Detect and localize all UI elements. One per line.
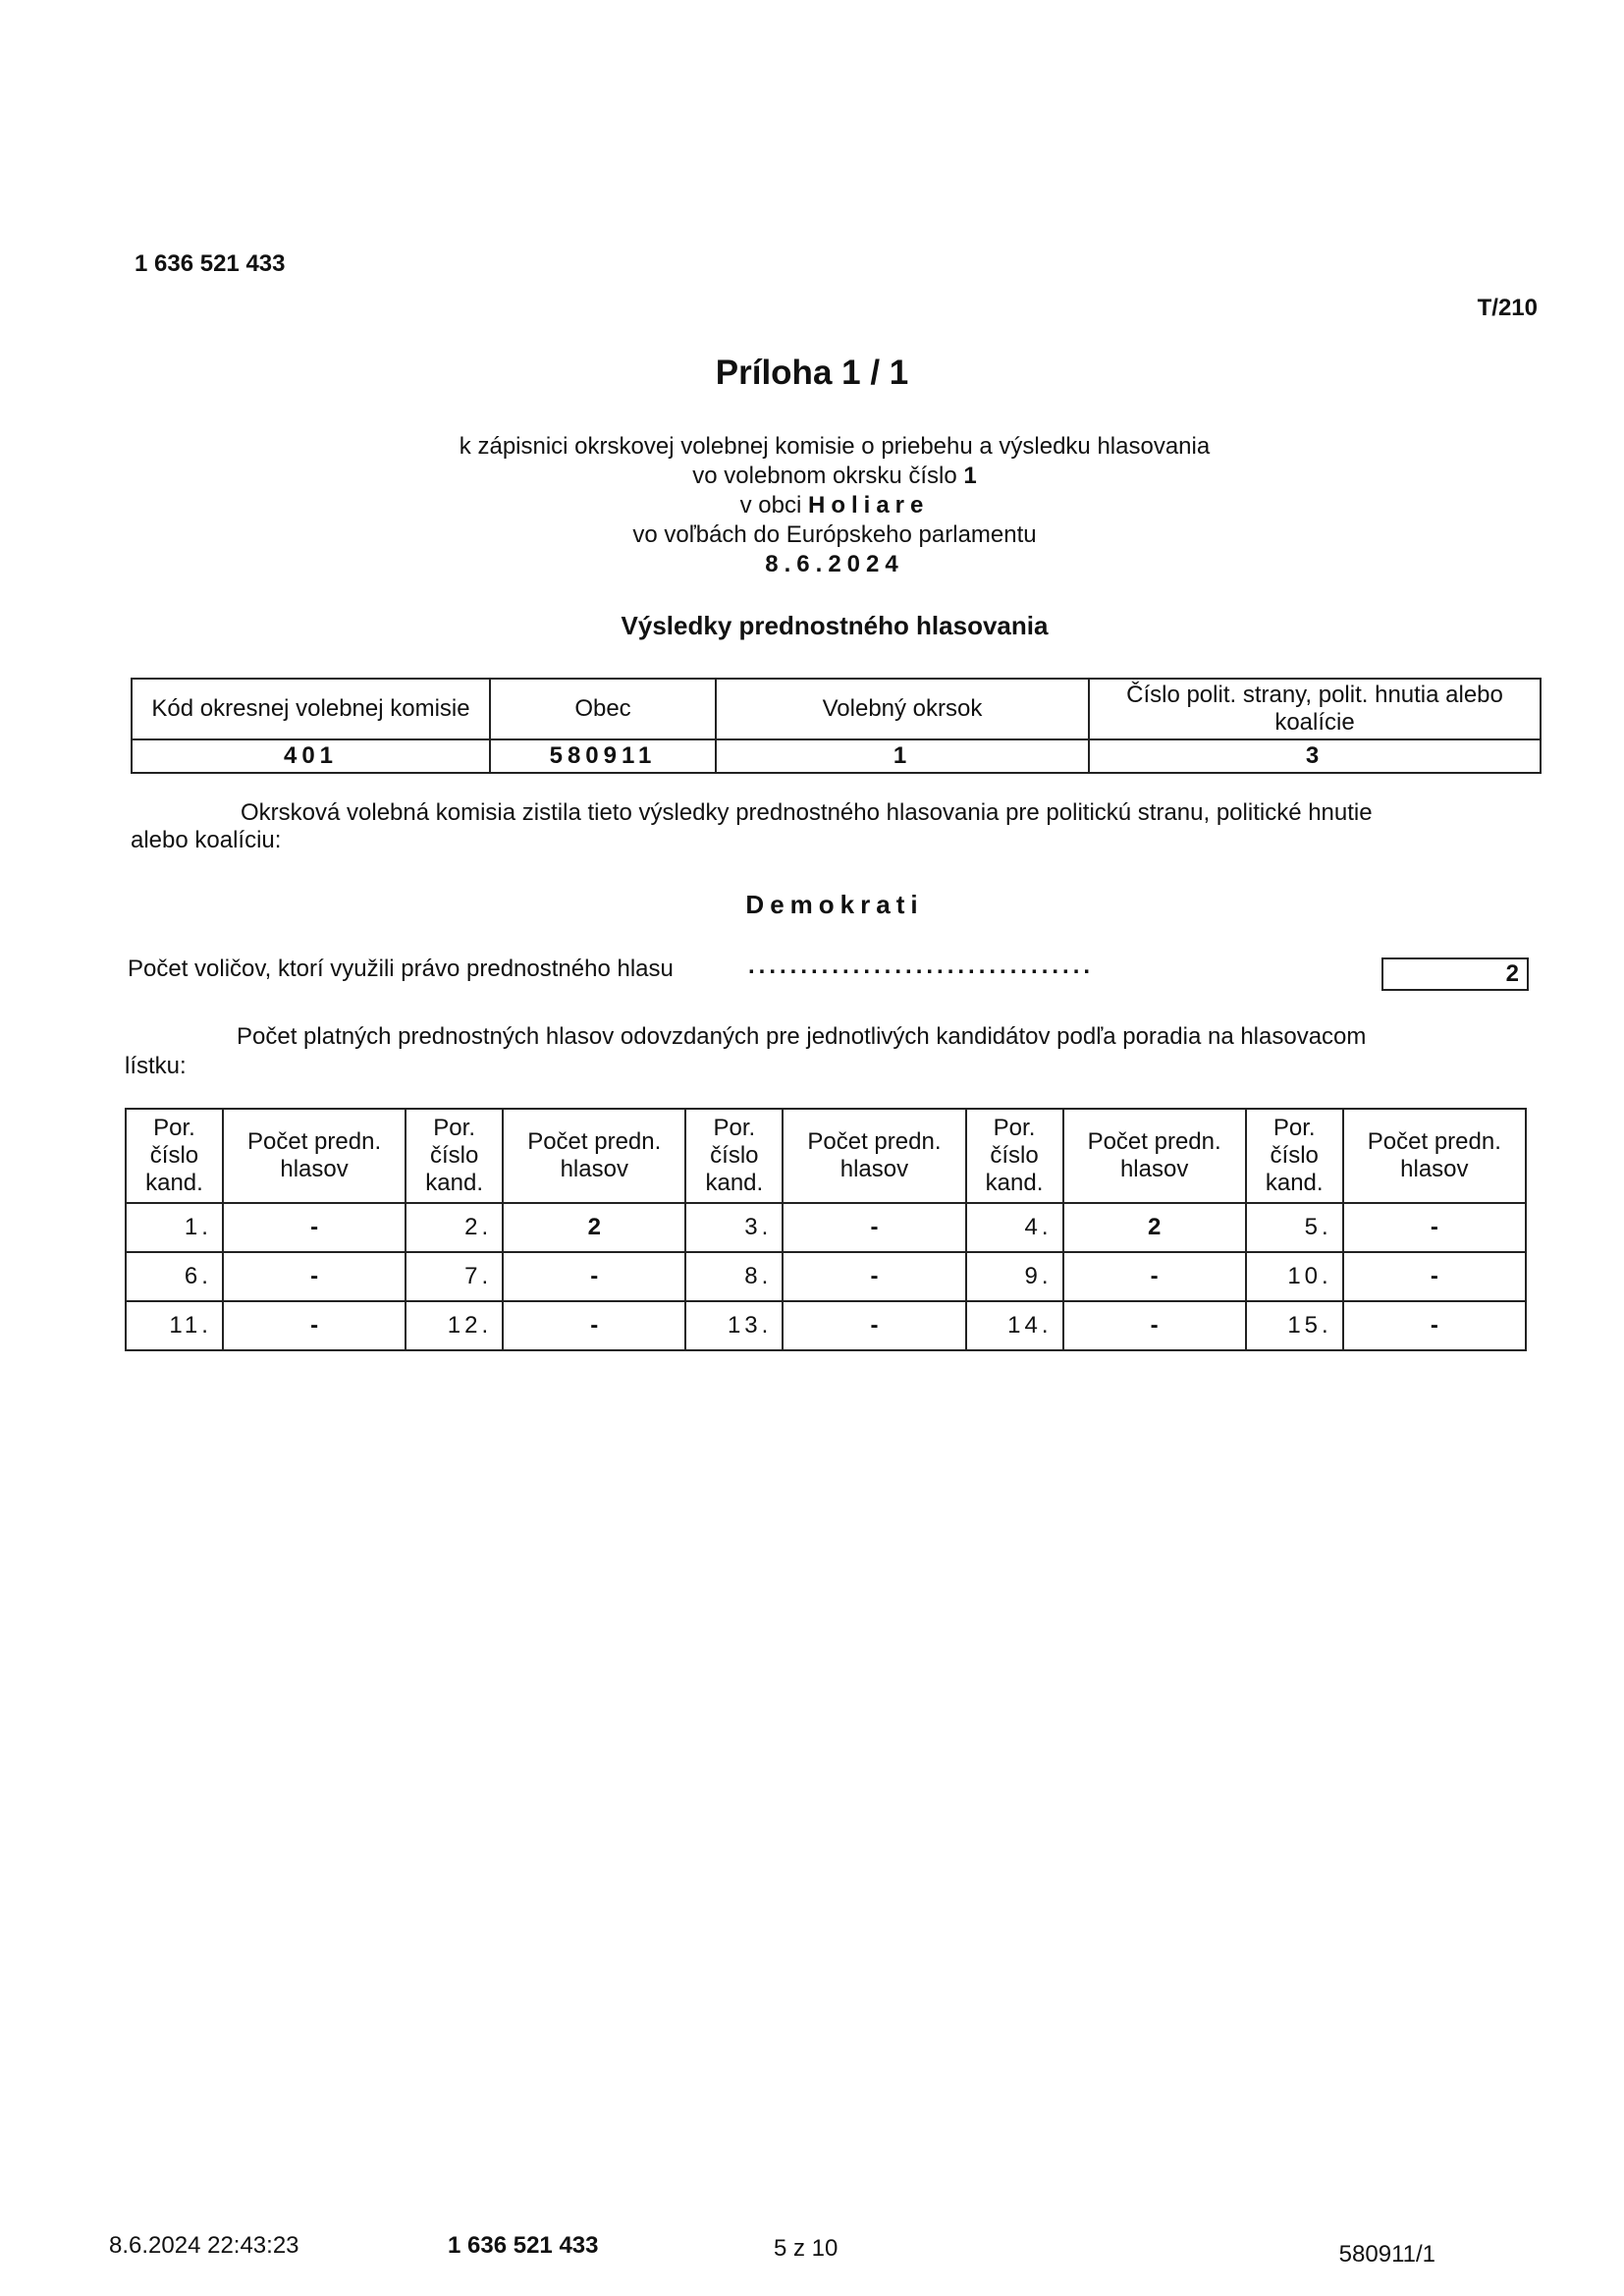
intro-text-line-1: Okrsková volebná komisia zistila tieto výsledky prednostného hlasovania pre politickú stranu, politické hnutie (241, 799, 1373, 826)
footer-code: 580911/1 (1338, 2241, 1435, 2268)
candidate-table-row (126, 1252, 1526, 1301)
header-vote-count-l2: hlasov (280, 1156, 349, 1182)
info-header-voting-district: Volebný okrsok (716, 679, 1089, 739)
candidate-number: 9. (966, 1252, 1063, 1301)
municipality-name: Holiare (808, 492, 930, 519)
header-vote-count-l2: hlasov (1119, 1156, 1189, 1182)
info-header-municipality: Obec (490, 679, 716, 739)
candidate-number: 6. (126, 1252, 223, 1301)
party-name: Demokrati (745, 890, 924, 919)
candidate-vote-count: - (783, 1301, 965, 1350)
candidate-table-row (126, 1203, 1526, 1252)
header-vote-count-l1: Počet predn. (807, 1128, 942, 1155)
candidate-number: 4. (966, 1203, 1063, 1252)
info-value-voting-district: 1 (716, 739, 1089, 773)
footer-document-id: 1 636 521 433 (448, 2232, 599, 2259)
header-vote-count-l2: hlasov (560, 1156, 628, 1182)
header-vote-count (1343, 1109, 1526, 1203)
document-id: 1 636 521 433 (135, 250, 286, 277)
header-candidate-number-l3: kand. (1265, 1170, 1324, 1196)
header-candidate-number (966, 1109, 1063, 1203)
candidate-vote-count: - (1063, 1252, 1246, 1301)
candidate-number: 5. (1246, 1203, 1343, 1252)
voters-label: Počet voličov, ktorí využili právo prednostného hlasu (128, 956, 674, 982)
candidate-number: 2. (406, 1203, 503, 1252)
header-candidate-number (126, 1109, 223, 1203)
election-date: 8.6.2024 (765, 551, 904, 577)
header-candidate-number-l1: Por. (433, 1115, 475, 1141)
subtitle-municipality-prefix: v obci (739, 492, 808, 519)
header-candidate-number (406, 1109, 503, 1203)
info-header-party-number: Číslo polit. strany, polit. hnutia alebo koalície (1089, 679, 1541, 739)
footer-timestamp: 8.6.2024 22:43:23 (109, 2232, 299, 2259)
subtitle-line-3 (0, 491, 1624, 520)
header-vote-count-l1: Počet predn. (527, 1128, 662, 1155)
info-table-header-row (132, 679, 1541, 739)
page-title: Príloha 1 / 1 (715, 354, 909, 392)
candidate-number: 1. (126, 1203, 223, 1252)
header-vote-count-l2: hlasov (839, 1156, 909, 1182)
header-vote-count-l1: Počet predn. (1087, 1128, 1221, 1155)
header-vote-count-l1: Počet predn. (1367, 1128, 1501, 1155)
candidate-number: 12. (406, 1301, 503, 1350)
subtitle-line-2 (0, 462, 1624, 491)
candidate-table (125, 1108, 1527, 1351)
voters-leader-dots: ................................. (748, 953, 1095, 979)
info-header-district-commission: Kód okresnej volebnej komisie (132, 679, 490, 739)
header-candidate-number-l3: kand. (985, 1170, 1044, 1196)
info-table (131, 678, 1542, 774)
header-candidate-number-l1: Por. (153, 1115, 195, 1141)
candidate-vote-count: - (1063, 1301, 1246, 1350)
subtitle-block (0, 432, 1624, 579)
candidate-vote-count: 2 (503, 1203, 685, 1252)
candidate-number: 3. (685, 1203, 783, 1252)
header-vote-count (1063, 1109, 1246, 1203)
candidate-number: 10. (1246, 1252, 1343, 1301)
header-vote-count (503, 1109, 685, 1203)
candidate-number: 14. (966, 1301, 1063, 1350)
header-candidate-number-l1: Por. (713, 1115, 756, 1141)
footer-page-number: 5 z 10 (774, 2235, 839, 2262)
header-candidate-number-l3: kand. (705, 1170, 764, 1196)
subtitle-line-4: vo voľbách do Európskeho parlamentu (632, 521, 1037, 548)
candidate-vote-count: - (783, 1252, 965, 1301)
votes-text-line-2: lístku: (125, 1053, 187, 1079)
header-candidate-number-l2: číslo (429, 1142, 479, 1169)
header-candidate-number (1246, 1109, 1343, 1203)
header-vote-count (783, 1109, 965, 1203)
header-vote-count (223, 1109, 406, 1203)
subtitle-district-prefix: vo volebnom okrsku číslo (692, 463, 964, 489)
candidate-vote-count: 2 (1063, 1203, 1246, 1252)
subtitle-line-1: k zápisnici okrskovej volebnej komisie o priebehu a výsledku hlasovania (459, 433, 1211, 460)
header-candidate-number (685, 1109, 783, 1203)
header-candidate-number-l1: Por. (993, 1115, 1036, 1141)
info-value-municipality: 580911 (490, 739, 716, 773)
header-vote-count-l2: hlasov (1400, 1156, 1469, 1182)
section-title: Výsledky prednostného hlasovania (621, 611, 1049, 640)
candidate-number: 13. (685, 1301, 783, 1350)
header-candidate-number-l2: číslo (1270, 1142, 1319, 1169)
candidate-vote-count: - (1343, 1252, 1526, 1301)
votes-text-line-1: Počet platných prednostných hlasov odovzdaných pre jednotlivých kandidátov podľa poradia na hlasovacom (237, 1023, 1367, 1050)
header-candidate-number-l1: Por. (1272, 1115, 1316, 1141)
district-number: 1 (963, 463, 977, 489)
candidate-vote-count: - (503, 1252, 685, 1301)
header-candidate-number-l2: číslo (990, 1142, 1039, 1169)
intro-text (131, 799, 1535, 854)
header-vote-count-l1: Počet predn. (247, 1128, 382, 1155)
info-table-value-row (132, 739, 1541, 773)
candidate-vote-count: - (1343, 1301, 1526, 1350)
header-candidate-number-l2: číslo (710, 1142, 759, 1169)
voters-count-box: 2 (1381, 957, 1529, 991)
candidate-table-row (126, 1301, 1526, 1350)
header-candidate-number-l2: číslo (149, 1142, 199, 1169)
info-value-district-commission: 401 (132, 739, 490, 773)
candidate-number: 11. (126, 1301, 223, 1350)
intro-text-line-2: alebo koalíciu: (131, 827, 282, 853)
candidate-number: 15. (1246, 1301, 1343, 1350)
header-candidate-number-l3: kand. (425, 1170, 484, 1196)
candidate-vote-count: - (223, 1203, 406, 1252)
candidate-vote-count: - (503, 1301, 685, 1350)
candidate-vote-count: - (223, 1252, 406, 1301)
form-code: T/210 (1477, 295, 1538, 321)
candidate-number: 8. (685, 1252, 783, 1301)
info-value-party-number: 3 (1089, 739, 1541, 773)
candidate-table-header-row (126, 1109, 1526, 1203)
candidate-vote-count: - (783, 1203, 965, 1252)
header-candidate-number-l3: kand. (145, 1170, 203, 1196)
candidate-vote-count: - (1343, 1203, 1526, 1252)
candidate-number: 7. (406, 1252, 503, 1301)
candidate-vote-count: - (223, 1301, 406, 1350)
